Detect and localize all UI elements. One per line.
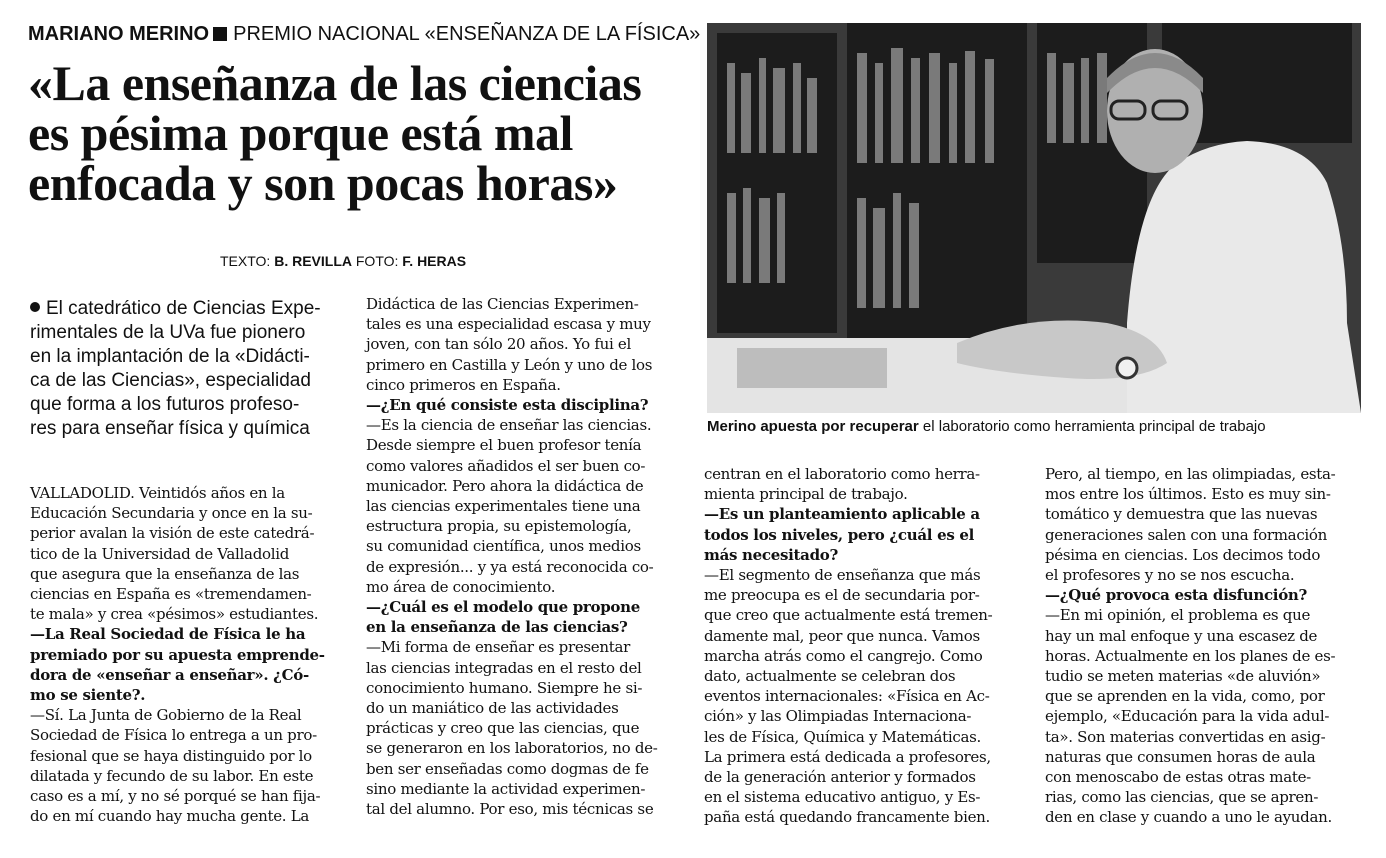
byline [220,253,466,269]
body-line: se generaron en los laboratorios, no de- [366,739,658,758]
body-line: ciencias en España es «tremendamen- [30,585,312,604]
photo-caption [707,418,1367,435]
body-line: cinco primeros en España. [366,375,561,394]
body-line: te mala» y crea «pésimos» estudiantes. [30,605,319,624]
body-line: Pero, al tiempo, en las olimpiadas, esta- [1045,465,1336,483]
body-line: do en mí cuando hay mucha gente. La [30,807,310,826]
lead-line: ca de las Ciencias», especialidad [30,370,311,391]
body-line: conocimiento humano. Siempre he si- [366,678,643,697]
headline-line: «La enseñanza de las ciencias [28,55,642,111]
body-line: Educación Secundaria y once en la su- [30,504,313,523]
byline-photo-label: FOTO: [355,253,399,269]
lead-line: res para enseñar física y química [30,418,310,439]
square-bullet-icon [213,27,227,41]
body-line: prácticas y creo que las ciencias, que [366,719,640,738]
body-line: —El segmento de enseñanza que más [704,566,981,585]
headline [28,55,708,211]
body-line: —Es la ciencia de enseñar las ciencias. [366,416,652,435]
body-line: mo área de conocimiento. [366,577,556,596]
body-line: perior avalan la visión de este catedrá- [30,524,315,543]
caption-bold: Merino apuesta por recuperar [707,418,919,435]
body-line: VALLADOLID. Veintidós años en la [30,484,285,502]
body-line: —Sí. La Junta de Gobierno de la Real [30,706,302,725]
body-line: su comunidad científica, unos medios [366,537,641,556]
article-column-2 [366,294,682,819]
body-line: me preocupa es el de secundaria por- [704,586,980,605]
body-line: en el sistema educativo antiguo, y Es- [704,788,981,807]
body-line: marcha atrás como el cangrejo. Como [704,646,983,665]
body-line: ejemplo, «Educación para la vida adul- [1045,707,1330,726]
body-line: —Es un planteamiento aplicable a [704,505,980,524]
body-line: dora de «enseñar a enseñar». ¿Có- [30,665,309,684]
lead-summary [30,297,356,441]
photo-illustration [707,23,1361,413]
body-line: sino mediante la actividad experimen- [366,779,646,798]
body-line: mo se siente?. [30,686,146,705]
body-line: —En mi opinión, el problema es que [1045,606,1311,625]
lead-line: El catedrático de Ciencias Expe- [30,297,356,321]
headline-line: es pésima porque está mal [28,105,573,161]
body-line: primero en Castilla y León y uno de los [366,355,653,374]
article-column-1 [30,483,342,826]
body-line: todos los niveles, pero ¿cuál es el [704,525,975,544]
body-line: que asegura que la enseñanza de las [30,564,300,583]
body-line: tico de la Universidad de Valladolid [30,544,290,563]
lead-line: que forma a los futuros profeso- [30,394,300,415]
body-line: mos entre los últimos. Esto es muy sin- [1045,485,1331,504]
body-line: mienta principal de trabajo. [704,485,908,504]
body-line: dato, actualmente se celebran dos [704,667,956,686]
body-line: de la generación anterior y formados [704,768,976,787]
body-line: caso es a mí, y no sé porqué se han fija- [30,787,321,806]
body-line: —La Real Sociedad de Física le ha [30,625,306,644]
kicker-topic: PREMIO NACIONAL «ENSEÑANZA DE LA FÍSICA» [233,23,701,45]
body-line: pésima en ciencias. Los decimos todo [1045,545,1321,564]
body-line: damente mal, peor que nunca. Vamos [704,626,980,645]
kicker [28,22,708,46]
byline-photo-author: F. HERAS [402,253,467,269]
body-line: —¿En qué consiste esta disciplina? [366,396,649,415]
bullet-icon [30,302,40,312]
body-line: joven, con tan sólo 20 años. Yo fui el [366,335,631,354]
body-line: más necesitado? [704,545,838,564]
body-line: rias, como las ciencias, que se apren- [1045,788,1319,807]
caption-text: el laboratorio como herramienta principal de trabajo [918,418,1266,435]
byline-text-author: B. REVILLA [274,253,352,269]
body-line: den en clase y cuando a uno le ayudan. [1045,808,1332,827]
body-line: el profesores y no se nos escucha. [1045,566,1295,585]
body-line: Didáctica de las Ciencias Experimen- [366,295,639,313]
body-line: eventos internacionales: «Física en Ac- [704,687,990,706]
body-line: municador. Pero ahora la didáctica de [366,476,644,495]
body-line: ben ser enseñadas como dogmas de fe [366,759,649,778]
byline-text-label: TEXTO: [220,253,271,269]
body-line: —¿Qué provoca esta disfunción? [1045,586,1308,605]
body-line: generaciones salen con una formación [1045,525,1328,544]
body-line: Sociedad de Física lo entrega a un pro- [30,726,317,745]
body-line: ta». Son materias convertidas en asig- [1045,727,1326,746]
body-line: horas. Actualmente en los planes de es- [1045,646,1336,665]
body-line: hay un mal enfoque y una escasez de [1045,626,1318,645]
body-line: tudio se meten materias «de aluvión» [1045,667,1321,686]
body-line: ción» y las Olimpiadas Internaciona- [704,707,972,726]
body-line: tales es una especialidad escasa y muy [366,315,651,334]
body-line: naturas que consumen horas de aula [1045,747,1316,766]
body-line: como valores añadidos el ser buen co- [366,456,646,475]
body-line: que se aprenden en la vida, como, por [1045,687,1325,706]
body-line: estructura propia, su epistemología, [366,517,632,536]
body-line: paña está quedando francamente bien. [704,808,990,827]
article-column-4 [1045,464,1363,828]
headline-line: enfocada y son pocas horas» [28,155,618,211]
body-line: tomático y demuestra que las nuevas [1045,505,1318,524]
body-line: dilatada y fecundo de su labor. En este [30,766,314,785]
body-line: premiado por su apuesta emprende- [30,645,325,664]
body-line: —¿Cuál es el modelo que propone [366,598,640,617]
article-column-3 [704,464,1022,828]
body-line: de expresión... y ya está reconocida co- [366,557,654,576]
body-line: que creo que actualmente está tremen- [704,606,993,625]
kicker-name: MARIANO MERINO [28,23,210,45]
body-line: Desde siempre el buen profesor tenía [366,436,642,455]
body-line: La primera está dedicada a profesores, [704,747,991,766]
body-line: en la enseñanza de las ciencias? [366,618,628,637]
lead-line: rimentales de la UVa fue pionero [30,322,306,343]
body-line: —Mi forma de enseñar es presentar [366,638,630,657]
article-photo [707,23,1361,413]
body-line: centran en el laboratorio como herra- [704,465,980,483]
body-line: fesional que se haya distinguido por lo [30,746,312,765]
body-line: do un maniático de las actividades [366,699,619,718]
body-line: las ciencias experimentales tiene una [366,497,641,516]
body-line: con menoscabo de estas otras mate- [1045,768,1311,787]
body-line: las ciencias integradas en el resto del [366,658,642,677]
body-line: tal del alumno. Por eso, mis técnicas se [366,800,654,819]
lead-line: en la implantación de la «Didácti- [30,346,310,367]
body-line: les de Física, Química y Matemáticas. [704,727,982,746]
